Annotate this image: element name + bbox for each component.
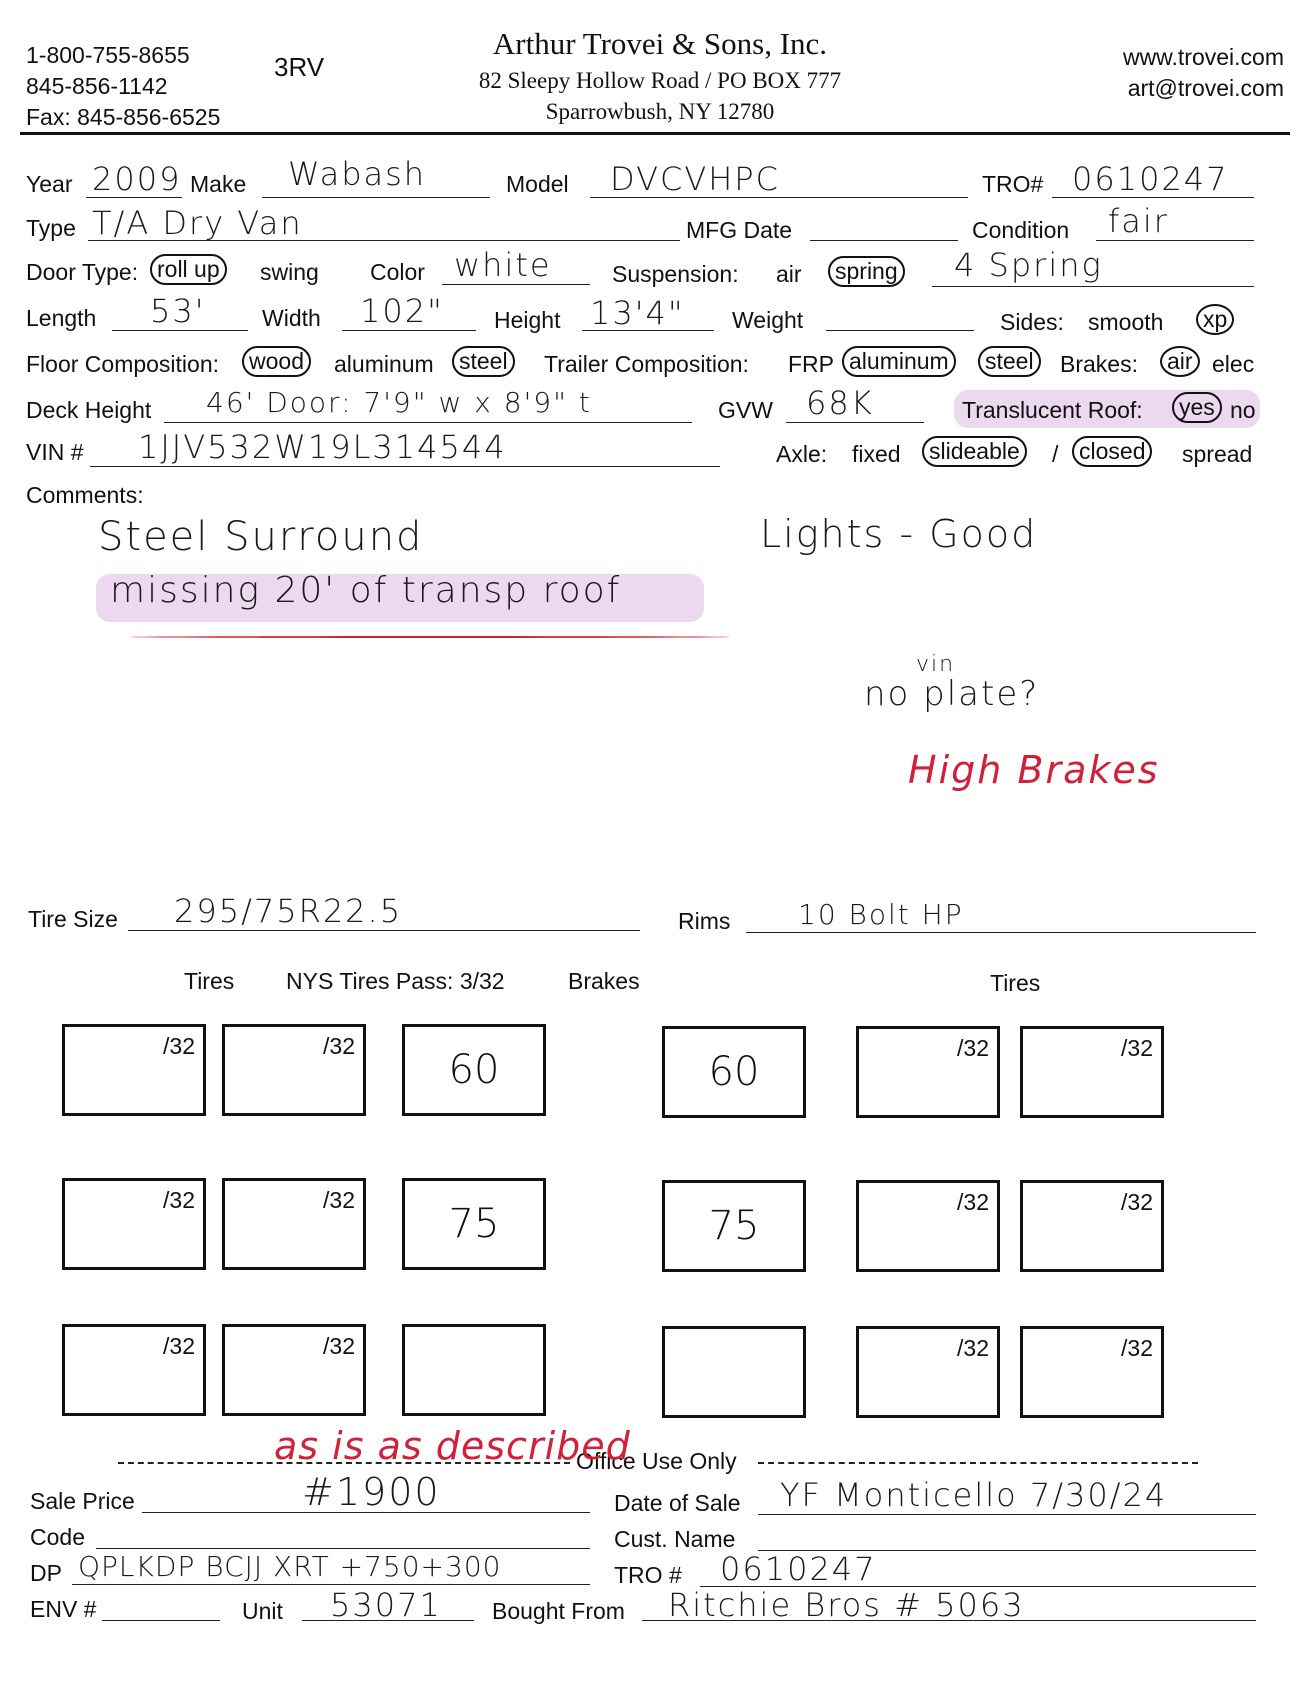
tire-fraction: /32 bbox=[163, 1187, 195, 1213]
model-label: Model bbox=[506, 171, 569, 197]
suspension-label: Suspension: bbox=[612, 261, 739, 287]
web-block bbox=[1123, 42, 1284, 104]
date-of-sale-label: Date of Sale bbox=[614, 1490, 741, 1516]
trailer-steel-option[interactable]: steel bbox=[978, 346, 1041, 377]
tire-fraction: /32 bbox=[1121, 1035, 1153, 1061]
address-line-2: Sparrowbush, NY 12780 bbox=[545, 99, 775, 124]
website: www.trovei.com bbox=[1122, 44, 1284, 70]
date-of-sale-value[interactable]: YF Monticello 7/30/24 bbox=[780, 1476, 1168, 1514]
condition-value[interactable]: fair bbox=[1108, 202, 1169, 240]
email: art@trovei.com bbox=[1127, 75, 1284, 101]
axle-slideable-option[interactable]: slideable bbox=[922, 436, 1027, 467]
weight-label: Weight bbox=[732, 307, 804, 333]
comment-line-2[interactable]: missing 20' of transp roof bbox=[110, 570, 622, 611]
brake-value: 60 bbox=[448, 1047, 500, 1093]
tire-fraction: /32 bbox=[323, 1187, 355, 1213]
form-code: 3RV bbox=[274, 52, 325, 82]
code-line bbox=[96, 1548, 590, 1549]
mfg-date-label: MFG Date bbox=[686, 217, 793, 243]
contact-block bbox=[26, 40, 220, 133]
env-label: ENV # bbox=[30, 1596, 97, 1622]
axle-closed-option[interactable]: closed bbox=[1072, 436, 1152, 467]
nys-tires-header: NYS Tires Pass: 3/32 bbox=[286, 968, 505, 994]
comment-underline bbox=[130, 636, 730, 638]
rims-label: Rims bbox=[678, 908, 731, 934]
tire-fraction: /32 bbox=[163, 1333, 195, 1359]
translucent-label: Translucent Roof: bbox=[962, 397, 1143, 423]
brakes-elec-option[interactable]: elec bbox=[1212, 351, 1255, 377]
phone-1: 1-800-755-8655 bbox=[26, 42, 190, 68]
door-type-label: Door Type: bbox=[26, 259, 139, 285]
as-is-note[interactable]: as is as described bbox=[274, 1424, 631, 1468]
brakes-header: Brakes bbox=[568, 968, 640, 994]
tires-right-header: Tires bbox=[990, 970, 1041, 996]
vin-value[interactable]: 1JJV532W19L314544 bbox=[138, 428, 507, 466]
length-label: Length bbox=[26, 305, 97, 331]
suspension-note[interactable]: 4 Spring bbox=[954, 246, 1103, 284]
tro-2-label: TRO # bbox=[614, 1562, 682, 1588]
year-value[interactable]: 2009 bbox=[92, 160, 182, 198]
deck-height-label: Deck Height bbox=[26, 397, 152, 423]
comment-no-plate[interactable]: no plate? bbox=[864, 674, 1040, 714]
translucent-no-option[interactable]: no bbox=[1230, 397, 1256, 423]
year-label: Year bbox=[26, 171, 73, 197]
office-use-label: Office Use Only bbox=[572, 1448, 741, 1475]
unit-value[interactable]: 53071 bbox=[330, 1586, 442, 1624]
tire-fraction: /32 bbox=[957, 1189, 989, 1215]
floor-label: Floor Composition: bbox=[26, 351, 220, 377]
gvw-value[interactable]: 68K bbox=[806, 384, 874, 422]
brake-box-r1-left[interactable] bbox=[402, 1024, 546, 1116]
rims-value[interactable]: 10 Bolt HP bbox=[798, 898, 964, 931]
fax: Fax: 845-856-6525 bbox=[26, 104, 221, 130]
office-dash-right bbox=[758, 1462, 1198, 1464]
condition-label: Condition bbox=[972, 217, 1070, 243]
sale-price-label: Sale Price bbox=[30, 1488, 135, 1514]
tire-box-r3-c2[interactable] bbox=[222, 1324, 366, 1416]
tire-box-r2-c2[interactable] bbox=[222, 1178, 366, 1270]
gvw-line bbox=[786, 422, 924, 423]
door-roll-up-option[interactable]: roll up bbox=[150, 254, 227, 285]
length-value[interactable]: 53' bbox=[150, 292, 206, 330]
comment-right-1[interactable]: Lights - Good bbox=[760, 512, 1038, 556]
sides-label: Sides: bbox=[1000, 309, 1064, 335]
make-value[interactable]: Wabash bbox=[288, 155, 427, 193]
deck-height-line bbox=[164, 422, 692, 423]
height-value[interactable]: 13'4" bbox=[590, 294, 685, 332]
comments-label: Comments: bbox=[26, 482, 144, 508]
floor-aluminum-option[interactable]: aluminum bbox=[334, 351, 434, 377]
address-line-1: 82 Sleepy Hollow Road / PO BOX 777 bbox=[478, 68, 842, 93]
tire-box-r3-c1[interactable] bbox=[62, 1324, 206, 1416]
sale-price-value[interactable]: #1900 bbox=[302, 1470, 441, 1514]
make-line bbox=[262, 197, 490, 198]
color-value[interactable]: white bbox=[454, 246, 552, 284]
tire-box-r2-c6[interactable] bbox=[1020, 1180, 1164, 1272]
tire-box-r1-c2[interactable] bbox=[222, 1024, 366, 1116]
brake-box-r2-right[interactable] bbox=[662, 1180, 806, 1272]
door-swing-option[interactable]: swing bbox=[260, 259, 319, 285]
phone-2: 845-856-1142 bbox=[26, 73, 168, 99]
trailer-comp-label: Trailer Composition: bbox=[544, 351, 749, 377]
brake-box-r3-left[interactable] bbox=[402, 1324, 546, 1416]
tire-fraction: /32 bbox=[163, 1033, 195, 1059]
floor-wood-option[interactable]: wood bbox=[242, 346, 311, 377]
dp-line bbox=[72, 1584, 590, 1585]
model-value[interactable]: DVCVHPC bbox=[610, 160, 780, 198]
color-label: Color bbox=[370, 259, 425, 285]
tire-box-r1-c5[interactable] bbox=[856, 1026, 1000, 1118]
tire-size-value[interactable]: 295/75R22.5 bbox=[174, 892, 403, 930]
brakes-label: Brakes: bbox=[1060, 351, 1138, 377]
width-line bbox=[342, 330, 476, 331]
tire-box-r3-c5[interactable] bbox=[856, 1326, 1000, 1418]
axle-spread-option[interactable]: spread bbox=[1182, 441, 1253, 467]
comment-high-brakes[interactable]: High Brakes bbox=[908, 748, 1160, 792]
tire-fraction: /32 bbox=[957, 1035, 989, 1061]
suspension-spring-option[interactable]: spring bbox=[828, 256, 905, 287]
axle-slash: / bbox=[1052, 441, 1059, 467]
dp-value[interactable]: QPLKDP BCJJ XRT +750+300 bbox=[78, 1550, 502, 1583]
tire-box-r2-c1[interactable] bbox=[62, 1178, 206, 1270]
type-value[interactable]: T/A Dry Van bbox=[92, 204, 303, 242]
brake-value: 75 bbox=[448, 1201, 500, 1247]
type-label: Type bbox=[26, 215, 76, 241]
tire-box-r2-c5[interactable] bbox=[856, 1180, 1000, 1272]
tire-box-r3-c6[interactable] bbox=[1020, 1326, 1164, 1418]
brakes-air-option[interactable]: air bbox=[1160, 346, 1200, 377]
trailer-frp-option[interactable]: FRP bbox=[788, 351, 834, 377]
vin-label: VIN # bbox=[26, 439, 84, 465]
tire-box-r1-c1[interactable] bbox=[62, 1024, 206, 1116]
unit-label: Unit bbox=[242, 1598, 283, 1624]
suspension-air-option[interactable]: air bbox=[776, 261, 802, 287]
vin-line bbox=[90, 466, 720, 467]
floor-steel-option[interactable]: steel bbox=[452, 346, 515, 377]
tire-fraction: /32 bbox=[1121, 1189, 1153, 1215]
tro-value[interactable]: 0610247 bbox=[1072, 160, 1229, 198]
comment-line-1[interactable]: Steel Surround bbox=[98, 514, 424, 560]
gvw-label: GVW bbox=[718, 397, 773, 423]
mfg-date-line bbox=[810, 240, 958, 241]
width-value[interactable]: 102" bbox=[360, 292, 444, 330]
length-line bbox=[112, 330, 248, 331]
dp-label: DP bbox=[30, 1560, 62, 1586]
brake-box-r1-right[interactable] bbox=[662, 1026, 806, 1118]
tire-fraction: /32 bbox=[1121, 1335, 1153, 1361]
sides-smooth-option[interactable]: smooth bbox=[1088, 309, 1164, 335]
axle-fixed-option[interactable]: fixed bbox=[852, 441, 901, 467]
bought-from-label: Bought From bbox=[492, 1598, 625, 1624]
tire-fraction: /32 bbox=[323, 1033, 355, 1059]
axle-label: Axle: bbox=[776, 441, 828, 467]
tro-label: TRO# bbox=[982, 171, 1044, 197]
height-label: Height bbox=[494, 307, 561, 333]
condition-line bbox=[1096, 240, 1254, 241]
cust-name-label: Cust. Name bbox=[614, 1526, 736, 1552]
tro-2-value[interactable]: 0610247 bbox=[720, 1550, 877, 1588]
company-name: Arthur Trovei & Sons, Inc. bbox=[492, 26, 828, 61]
brake-box-r2-left[interactable] bbox=[402, 1178, 546, 1270]
rims-line bbox=[746, 932, 1256, 933]
suspension-line bbox=[932, 286, 1254, 287]
company-block bbox=[380, 26, 940, 125]
code-label: Code bbox=[30, 1524, 85, 1550]
tire-fraction: /32 bbox=[957, 1335, 989, 1361]
tire-size-line bbox=[128, 930, 640, 931]
date-of-sale-line bbox=[758, 1514, 1256, 1515]
make-label: Make bbox=[190, 171, 247, 197]
width-label: Width bbox=[262, 305, 321, 331]
header-rule bbox=[20, 132, 1290, 135]
brake-value: 75 bbox=[708, 1203, 760, 1249]
tire-fraction: /32 bbox=[323, 1333, 355, 1359]
bought-from-value[interactable]: Ritchie Bros # 5063 bbox=[668, 1586, 1025, 1624]
brake-value: 60 bbox=[708, 1049, 760, 1095]
brake-box-r3-right[interactable] bbox=[662, 1326, 806, 1418]
sides-xp-option[interactable]: xp bbox=[1196, 304, 1234, 335]
deck-height-value[interactable]: 46' Door: 7'9" w x 8'9" t bbox=[206, 386, 592, 419]
translucent-yes-option[interactable]: yes bbox=[1172, 392, 1222, 423]
weight-line bbox=[826, 330, 974, 331]
trailer-aluminum-option[interactable]: aluminum bbox=[842, 346, 956, 377]
tire-size-label: Tire Size bbox=[28, 906, 118, 932]
env-line bbox=[102, 1620, 220, 1621]
color-line bbox=[442, 284, 590, 285]
tire-box-r1-c6[interactable] bbox=[1020, 1026, 1164, 1118]
comment-vin-small[interactable]: vin bbox=[916, 652, 956, 677]
tires-left-header: Tires bbox=[184, 968, 235, 994]
